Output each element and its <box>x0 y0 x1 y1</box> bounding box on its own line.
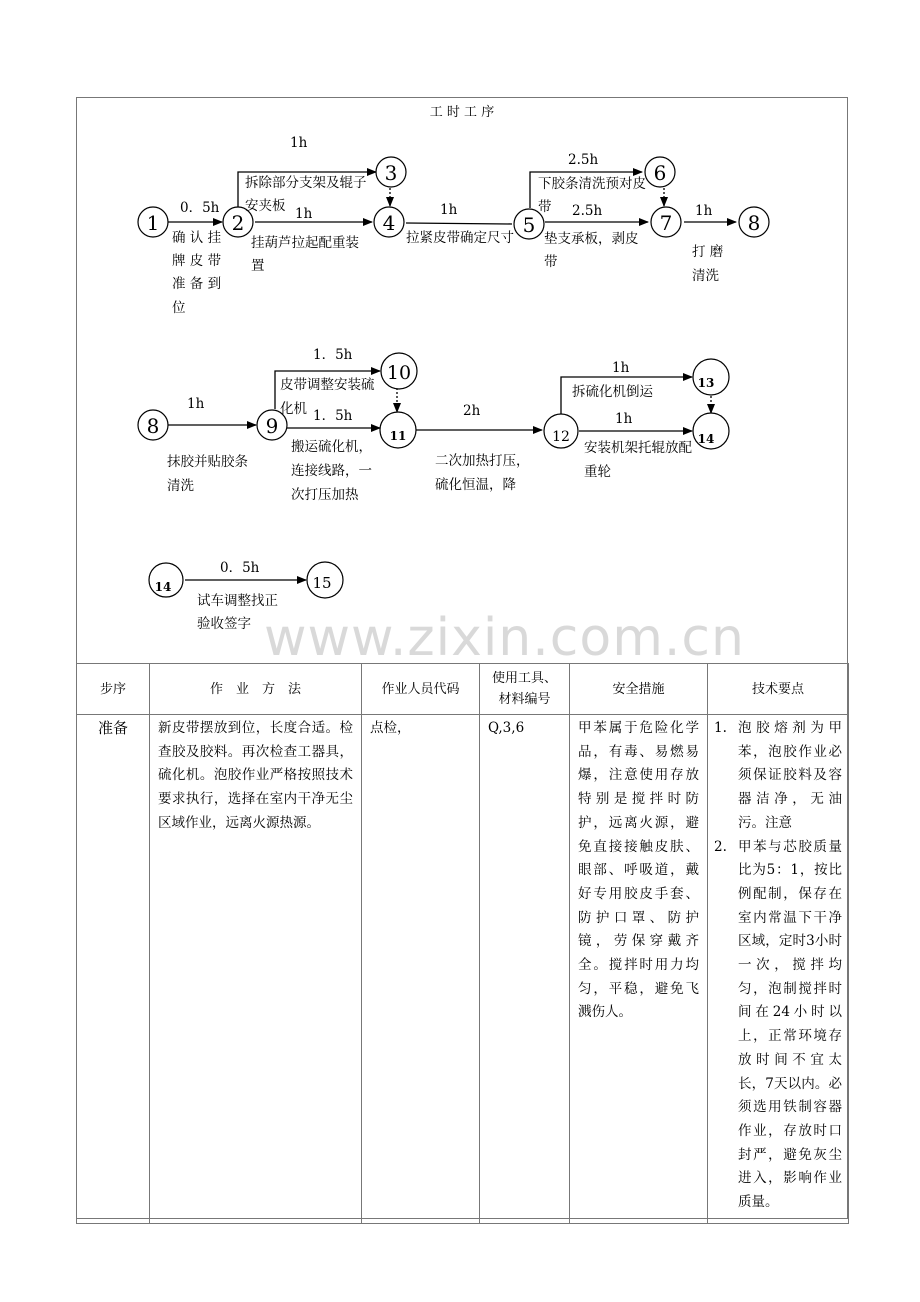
time-5-6: 2.5h <box>568 152 599 168</box>
node-8 <box>739 207 769 237</box>
procedure-table <box>76 663 849 1224</box>
svg-text:4: 4 <box>382 211 396 235</box>
svg-text:验收签字: 验收签字 <box>197 616 251 632</box>
time-9-10: 1．5h <box>313 347 353 363</box>
svg-text:拆硫化机倒运: 拆硫化机倒运 <box>572 384 653 400</box>
svg-text:14: 14 <box>697 432 715 446</box>
svg-text:带: 带 <box>538 199 552 215</box>
node-4 <box>374 207 404 237</box>
svg-text:重轮: 重轮 <box>584 464 611 480</box>
svg-text:9: 9 <box>265 414 279 438</box>
cell-staff: 点检， <box>362 715 480 1224</box>
node-11 <box>380 412 416 448</box>
svg-text:次打压加热: 次打压加热 <box>291 487 359 503</box>
table-row <box>77 715 849 1224</box>
svg-text:1: 1 <box>146 211 160 235</box>
svg-text:置: 置 <box>251 258 265 274</box>
cell-method: 新皮带摆放到位，长度合适。检查胶及胶料。再次检查工器具，硫化机。泡胶作业严格按照技术要求执行，选择在室内干净无尘区域作业，远离火源热源。 <box>150 715 362 1224</box>
svg-text:13: 13 <box>697 376 715 390</box>
svg-text:打 磨: 打 磨 <box>692 244 724 260</box>
svg-text:6: 6 <box>653 161 667 185</box>
activity-12-14 <box>584 439 692 480</box>
svg-text:位: 位 <box>172 300 186 316</box>
header-safety: 安全措施 <box>570 664 708 715</box>
time-8-9: 1h <box>187 396 205 412</box>
activity-11-12 <box>435 452 530 493</box>
diagram-title: 工 时 工 序 <box>429 105 495 120</box>
activity-7-8 <box>692 243 723 284</box>
activity-9-11 <box>291 438 372 503</box>
svg-text:安装机架托辊放配: 安装机架托辊放配 <box>584 440 692 456</box>
tech-item: 2. 甲苯与芯胶质量比为5：1，按比例配制，保存在室内常温下干净区域，定时3小时一次，搅拌均匀，泡制搅拌时间在24小时以上，正常环境存放时间不宜太长，7天以内。必须选用铁制容器作业，存放时口封严，避免灰尘进入，影响作业质量。 <box>714 838 842 1211</box>
svg-text:试车调整找正: 试车调整找正 <box>197 593 278 609</box>
time-5-7: 2.5h <box>572 203 603 219</box>
node-15 <box>307 562 343 598</box>
cell-tools: Q,3,6 <box>480 715 570 1224</box>
svg-text:硫化恒温，降: 硫化恒温，降 <box>435 477 516 493</box>
svg-text:二次加热打压，: 二次加热打压， <box>435 453 530 469</box>
node-1 <box>138 207 168 237</box>
network-diagram <box>77 98 847 664</box>
time-12-14: 1h <box>615 411 633 427</box>
activity-5-7 <box>544 230 639 270</box>
svg-text:清洗: 清洗 <box>692 268 719 284</box>
svg-text:7: 7 <box>659 211 673 235</box>
cell-tech <box>708 715 849 1224</box>
node-13 <box>693 359 729 395</box>
node-7 <box>651 207 681 237</box>
time-14-15: 0．5h <box>220 560 260 576</box>
activity-2-4 <box>251 234 359 274</box>
svg-text:准 备 到: 准 备 到 <box>172 276 222 292</box>
time-1-2: 0．5h <box>180 200 220 216</box>
node-8-row2 <box>138 410 168 440</box>
header-staff: 作业人员代码 <box>362 664 480 715</box>
activity-12-13 <box>572 383 653 400</box>
svg-text:5: 5 <box>522 213 536 237</box>
table-header-row <box>77 664 849 715</box>
cell-safety: 甲苯属于危险化学品，有毒、易燃易爆，注意使用存放特别是搅拌时防护，远离火源，避免直接接触皮肤、眼部、呼吸道，戴好专用胶皮手套、防护口罩、防护镜，劳保穿戴齐全。搅拌时用力均匀，平稳，避免飞溅伤人。 <box>570 715 708 1224</box>
svg-text:抹胶并贴胶条: 抹胶并贴胶条 <box>167 454 248 470</box>
node-10 <box>381 353 417 389</box>
header-tech: 技术要点 <box>708 664 849 715</box>
node-12 <box>544 414 578 448</box>
time-11-12: 2h <box>463 403 481 419</box>
svg-text:14: 14 <box>154 580 172 594</box>
time-12-13: 1h <box>612 360 630 376</box>
activity-8-9 <box>167 453 248 494</box>
node-14-row3 <box>149 563 183 597</box>
svg-text:安夹板: 安夹板 <box>245 198 286 214</box>
header-tools: 使用工具、 材料编号 <box>480 664 570 715</box>
svg-text:10: 10 <box>386 362 412 384</box>
time-4-5: 1h <box>440 202 458 218</box>
node-6 <box>645 157 675 187</box>
activity-1-2 <box>172 229 222 316</box>
node-14 <box>693 413 729 449</box>
svg-text:3: 3 <box>384 161 398 185</box>
time-7-8: 1h <box>695 203 713 219</box>
time-2-4: 1h <box>295 206 313 222</box>
svg-text:化机: 化机 <box>280 401 307 417</box>
svg-text:带: 带 <box>544 254 558 270</box>
svg-text:挂葫芦拉起配重装: 挂葫芦拉起配重装 <box>251 235 359 251</box>
time-9-11: 1．5h <box>313 408 353 424</box>
svg-text:皮带调整安装硫: 皮带调整安装硫 <box>280 377 375 393</box>
svg-text:连接线路，一: 连接线路，一 <box>291 463 372 479</box>
svg-text:清洗: 清洗 <box>167 478 194 494</box>
header-step: 步序 <box>77 664 150 715</box>
svg-text:8: 8 <box>146 414 160 438</box>
svg-text:2: 2 <box>231 211 245 235</box>
time-2-3: 1h <box>290 135 308 151</box>
node-3 <box>376 157 406 187</box>
svg-text:15: 15 <box>312 574 332 592</box>
svg-text:搬运硫化机，: 搬运硫化机， <box>291 439 372 455</box>
watermark: www.zixin.com.cn <box>264 608 745 668</box>
svg-text:拆除部分支架及辊子: 拆除部分支架及辊子 <box>245 175 367 191</box>
activity-4-5 <box>406 229 514 246</box>
svg-text:12: 12 <box>552 429 570 445</box>
svg-text:垫支承板，剥皮: 垫支承板，剥皮 <box>544 231 639 247</box>
svg-text:8: 8 <box>747 211 761 235</box>
svg-text:牌 皮 带: 牌 皮 带 <box>172 253 222 269</box>
svg-text:下胶条清洗预对皮: 下胶条清洗预对皮 <box>538 176 646 192</box>
tech-item: 1. 泡胶熔剂为甲苯，泡胶作业必须保证胶料及容器洁净，无油污。注意 <box>714 720 842 831</box>
svg-text:11: 11 <box>389 429 407 443</box>
header-method: 作 业 方 法 <box>150 664 362 715</box>
svg-text:确 认 挂: 确 认 挂 <box>172 230 222 246</box>
cell-step: 准备 <box>77 715 150 1224</box>
svg-text:拉紧皮带确定尺寸: 拉紧皮带确定尺寸 <box>406 230 514 246</box>
